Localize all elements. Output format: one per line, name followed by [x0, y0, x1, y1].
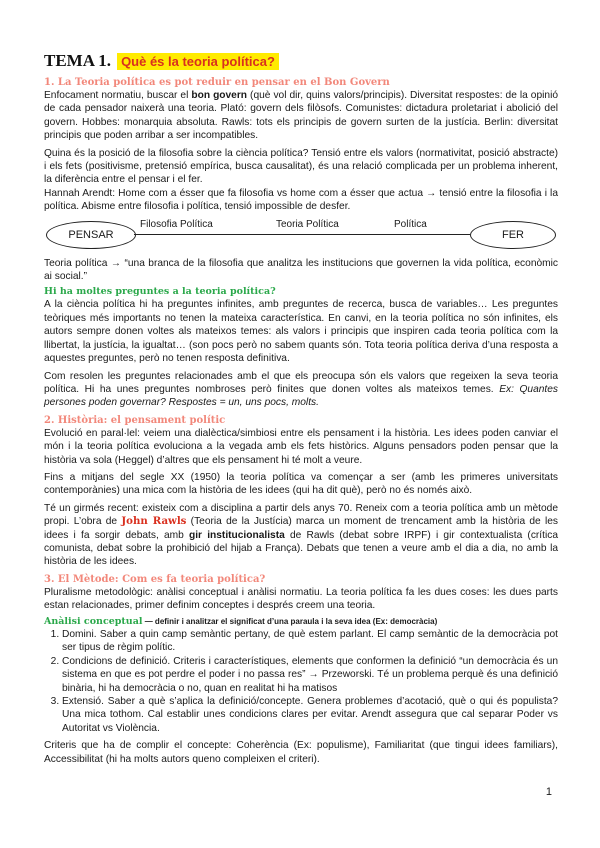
page-title: Què és la teoria política? [117, 53, 279, 70]
criteria-list [44, 628, 558, 735]
section-1-paragraph-3: Hannah Arendt: Home com a ésser que fa filosofia vs home com a ésser que actua → tensió entre la filosofia i la política. Abisme entre filosofia i política, tensió impossible de desfer. [44, 187, 558, 213]
preguntes-paragraph-2: Com resolen les preguntes relacionades amb el que els preocupa són els valors que regeixen la seva teoria política. Hi ha unes preguntes nombroses però finites que donen voltes als mateixos temes. Ex: Quantes persones poden governar? Respostes = un, uns pocs, molts. [44, 370, 558, 409]
diagram-line [134, 234, 470, 235]
document-page [44, 50, 558, 766]
pensar-fer-diagram [44, 219, 558, 253]
label-politica: Política [394, 218, 427, 230]
label-filosofia-politica: Filosofia Política [140, 218, 213, 230]
pensar-oval: PENSAR [46, 221, 136, 249]
section-1-heading: 1. La Teoria política es pot reduir en pensar en el Bon Govern [44, 77, 390, 88]
section-2-heading: 2. Història: el pensament polític [44, 414, 226, 426]
section-1-paragraph-1: Enfocament normatiu, buscar el bon govern (què vol dir, quins valors/principis). Diversitat respostes: de la opinió de cada pensador naixerà una teoria. Plató: govern dels filòsofs. Comunistes: dictadura proletariat i abolició del govern. Hobbes: monarquia absoluta. Rawls: tots els principis de govern surten de la justícia. Berlin: diversitat principis que poden arribar a ser incompatibles. [44, 90, 558, 142]
list-item: 1. Domini. Saber a quin camp semàntic pertany, de què estem parlant. El camp semàntic de la democràcia pot ser tipus de règim polític. [62, 628, 558, 655]
section-2-paragraph-3: Té un girmés recent: existeix com a disciplina a partir dels anys 70. Reneix com a teoria política amb un mètode propi. L’obra de John Rawls (Teoria de la Justícia) marca un moment de trencament amb la història de les idees i fa sorgir debats, amb gir institucionalista de Rawls (debat sobre IRPF) i gir contextualista (crítica comunista, debat sobre la prohibició del hijab a França). Debats que tenen a veure amb el dia a dia, no amb la història de les idees. [44, 502, 558, 568]
analisi-conceptual-heading: Anàlisi conceptual — definir i analitzar el significat d’una paraula i la seva idea (Ex: democràcia) [44, 615, 438, 627]
list-item: 2. Condicions de definició. Criteris i característiques, elements que conformen la definició “un democràcia és un sistema en que es pot perdre el poder i no passa res” → Przeworski. Té un problema perquè és una definició binària, hi ha democràcia o no, quan en realitat hi ha matisos [62, 655, 558, 695]
list-item: 3. Extensió. Saber a què s’aplica la definició/concepte. Genera problemes d’acotació, què o qui és populista? Una mica tothom. Cal establir unes condicions clares per evitar. Arendt assegura que cal separar Poder vs Autoritat vs Violència. [62, 695, 558, 735]
section-3-heading: 3. El Mètode: Com es fa teoria política? [44, 573, 266, 585]
preguntes-paragraph-1: A la ciència política hi ha preguntes infinites, amb preguntes de recerca, busca de variables… Les preguntes teòriques més importants no tenen la mateixa característica. En canvi, en la teoria política no són infinites, els autors sempre donen voltes als mateixos temes: als valors i principis que inspiren cada teoria política com la llibertat, la justícia, la igualtat… (son pocs però no sabem quants són. Tota teoria política deriva d’una resposta a aquestes preguntes, però no tenen resposta definitiva. [44, 299, 558, 365]
tema-label: TEMA 1. [44, 51, 112, 70]
section-1-paragraph-4: Teoria política → “una branca de la filosofia que analitza les institucions que governen la vida política, econòmic ai social.” [44, 257, 558, 283]
section-3-paragraph-1: Pluralisme metodològic: anàlisi conceptual i anàlisi normatiu. La teoria política fa les dues coses: les dues parts estan relacionades, primer definim conceptes i després creem una teoria. [44, 586, 558, 612]
title-row [44, 50, 558, 72]
section-2-paragraph-2: Fins a mitjans del segle XX (1950) la teoria política va començar a ser (amb les primeres universitats contemporànies) una mica com la història de les idees (qui ha dit què), però no és només això. [44, 471, 558, 497]
page-number: 1 [545, 786, 552, 798]
fer-oval: FER [470, 221, 556, 249]
label-teoria-politica: Teoria Política [276, 218, 339, 230]
section-3-final-paragraph: Criteris que ha de complir el concepte: Coherència (Ex: populisme), Familiaritat (que tingui idees familiars), Accessibilitat (hi ha molts autors queno compleixen el criteri). [44, 740, 558, 765]
section-2-paragraph-1: Evolució en paral·lel: veiem una dialèctica/simbiosi entre els pensament i la història. Les idees poden canviar el món i la teoria política evoluciona a la vegada amb els fets històrics. Alguns pensadors poden pensar que la història va sola (Heggel) d’altres que els pensament hi té molt a veure. [44, 427, 558, 466]
section-1-paragraph-2: Quina és la posició de la filosofia sobre la ciència política? Tensió entre els valors (normativitat, posició abstracte) i els fets (positivisme, pretensió empírica, busca causalitat), és una relació complicada per un problema inherent, la diferència entre el pensar i el fer. [44, 147, 558, 186]
subheading-preguntes: Hi ha moltes preguntes a la teoria política? [44, 286, 276, 298]
